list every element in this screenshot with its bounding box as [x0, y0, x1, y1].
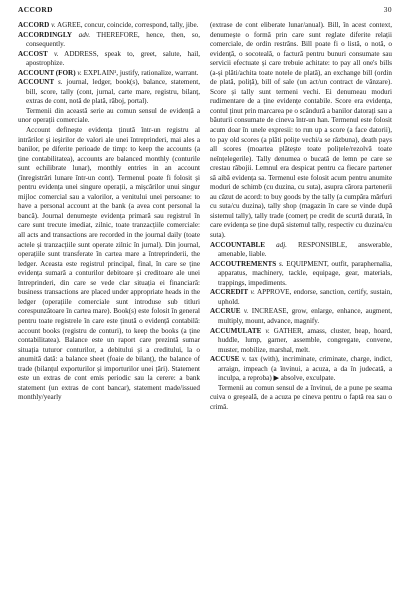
entry-part-of-speech: v. [250, 288, 255, 297]
entry-synonyms: APPROVE, endorse, sanction, certify, sustain, uphold. [218, 288, 392, 306]
dictionary-entry [210, 307, 392, 326]
entry-part-of-speech: v. [51, 21, 56, 29]
entry-headword: ACCOUNT (FOR) [18, 68, 76, 77]
entry-headword: ACCOUNTABLE [210, 240, 266, 249]
entry-part-of-speech: adj. [276, 240, 287, 249]
entry-synonyms: ADDRESS, speak to, greet, salute, hail, apostrophize. [26, 49, 200, 68]
dictionary-entry [210, 260, 392, 289]
dictionary-entry [18, 21, 200, 31]
usage-note-paragraph: Termenii au comun sensul de a învinui, de a pune pe seama cuiva o greșeală, de a acuza pe cineva pentru o faptă rea sau o crimă. [210, 383, 392, 411]
entry-part-of-speech: v. [243, 307, 249, 316]
dictionary-entry [18, 69, 200, 79]
dictionary-entry [210, 327, 392, 356]
entry-synonyms: INCREASE, grow, enlarge, enhance, augment, multiply, mount, advance, magnify. [218, 307, 392, 325]
entry-headword: ACCOUNT [18, 78, 55, 87]
entry-part-of-speech: v. [77, 68, 82, 77]
entry-headword: ACCOST [18, 49, 48, 58]
dictionary-entry [18, 50, 200, 69]
entry-part-of-speech: v. [53, 49, 59, 58]
dictionary-entry [18, 31, 200, 50]
text-columns [18, 21, 392, 412]
entry-synonyms: tax (with), incriminate, criminate, charge, indict, arraign, impeach (a învinui, a acuza, a da în judecată, a inculpa, a reproba) ▶ absolve, exculpate. [218, 355, 392, 383]
entry-part-of-speech: s. [278, 259, 284, 268]
entry-synonyms: GATHER, amass, cluster, heap, hoard, huddle, lump, garner, assemble, congregate, convene, muster, mobilize, marshal, melt. [218, 326, 393, 354]
dictionary-entry [210, 355, 392, 384]
page-number: 30 [383, 5, 392, 14]
entry-headword: ACCORD [18, 21, 50, 29]
entry-synonyms: EXPLAIN¹, justify, rationalize, warrant. [81, 68, 199, 77]
entry-part-of-speech: adv. [78, 30, 91, 39]
dictionary-entry [18, 78, 200, 107]
dictionary-entry [210, 288, 392, 307]
entry-part-of-speech: v. [265, 326, 270, 335]
entry-synonyms: EQUIPMENT, outfit, paraphernalia, apparatus, machinery, tackle, equipage, gear, materials, trappings, impediments. [218, 259, 392, 287]
entry-part-of-speech: s. [58, 78, 63, 87]
continued-paragraph: (extrase de cont eliberate lunar/anual). Bill, în acest context, denumește o formă prin care sunt reglate diferite relații comerciale, de ordin restrâns. Bill poate fi o listă, o notă, o evidență, o socoteală, o factură pentru bunuri consumate sau servicii efectuate și care trebuie achitate: to pay all one's bills (a-și plăti/achita toate notele de plată), an exchange bill (ordin de plată, poliță), bill of sale (un act/un contract de vânzare). Score și tally sunt termeni vechi. Ei denumeau moduri rudimentare de a ține evidențe contabile. Score era evidența, contul ținut prin marcarea pe o scândură a banilor datorați sau a băuturii consumate de cineva într-un han. Termenul este folosit acum doar în unele expresii: to run up a score (a face datorii), to pay old scores (a plăti polițe vechi/a se răzbuna), death pays all scores (moartea plătește toate polițele/rezolvă toate neînțelegerile). Tally denumea o bucată de lemn pe care se crestau răbojii. Lemnul era despicat pentru ca fiecare partener să aibă evidența sa. Termenul este folosit acum pentru anumite moduri de schimb (cu duzina, cu suta), asupra cărora partenerii au căzut de acord: to buy goods by the tally (a cumpăra mărfuri cu suta/cu duzina), tally shop (magazin în care se vinde după sistemul tally), tally trade (comerț pe credit de scurtă durată, în care evidența se ține după sistemul tally, respectiv cu duzina/cu suta). [210, 21, 392, 240]
left-column [18, 21, 200, 412]
entry-synonyms: AGREE, concur, coincide, correspond, tally, jibe. [55, 21, 199, 29]
entry-headword: ACCORDINGLY [18, 30, 73, 39]
right-column [210, 21, 392, 412]
entry-synonyms: THEREFORE, hence, then, so, consequently. [26, 30, 200, 49]
usage-note-paragraph: Account definește evidența ținută într-un registru al intrărilor și ieșirilor de valori ale unei întreprinderi, mai ales a banilor, pe diferite perioade de timp: to keep the accounts (a ține contabilitatea), accounts are balanced monthly (conturile sunt echilibrate lunar), monthly entries in an account (înregistrări lunare într-un cont). Termenul poate fi folosit și pentru evidența unei singure operații, a mișcărilor unui singur mijloc comercial sau a valorilor, a venitului unei persoane: to have a personal account at the bank (a avea cont personal la bancă). Journal denumește evidența primară sau registrul în care sunt trecute imediat, zilnic, toate tranzacțiile comerciale: all acts and transactions are recorded in the journal daily (toate actele și tranzacțiile sunt operate zilnic în jurnal). Din journal, operațiile sunt transferate în cartea mare a întreprinderii, the ledger. Aceasta este registrul principal, final, în care se ține evidența sumară a conturilor debitoare și creditoare ale unei întreprinderi, din care se vede clar situația ei financiară: business transactions are placed under appropriate heads in the ledger (operațiile comerciale sunt introduse sub titluri corespunzătoare în cartea mare). Book(s) este folosit în general pentru toate registrele în care este ținută o evidență contabilă: account books (registru de conturi), to keep the books (a ține contabilitatea). Balance este un raport care prezintă sumar situația tuturor conturilor, a debitului și a creditului, la o anumită dată: a balance sheet (foaie de bilanț), the balance of trade (bilanțul exporturilor și importurilor unei țări). Statement este un extras de cont emis periodic sau la cerere: a bank statement (un extras de cont bancar), statement made/issued monthly/yearly [18, 126, 200, 402]
entry-synonyms: RESPONSIBLE, answerable, amenable, liable. [218, 240, 392, 259]
entry-headword: ACCUSE [210, 355, 240, 364]
dictionary-entry [210, 241, 392, 260]
running-head-word: ACCORD [18, 5, 53, 14]
running-head [18, 5, 392, 19]
entry-headword: ACCUMULATE [210, 326, 262, 335]
entry-headword: ACCRUE [210, 307, 241, 316]
entry-part-of-speech: v. [242, 355, 247, 364]
entry-headword: ACCOUTREMENTS [210, 259, 277, 268]
entry-headword: ACCREDIT [210, 288, 249, 297]
entry-synonyms: journal, ledger, book(s), balance, statement, bill, score, tally (cont, jurnal, carte mare, registru, bilanț, extras de cont, notă de plată, răboj, portal). [26, 78, 200, 106]
usage-note-paragraph: Termenii din această serie au comun sensul de evidență a unor operații comerciale. [18, 106, 200, 125]
